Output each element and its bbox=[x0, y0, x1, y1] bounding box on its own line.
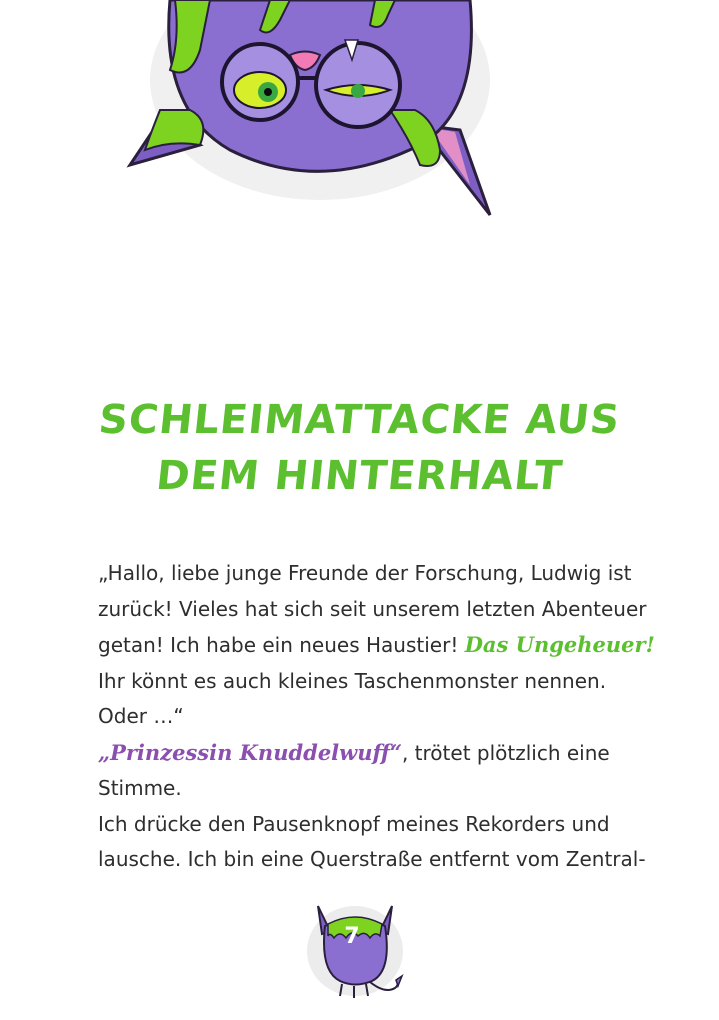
text-line: Oder …“ bbox=[98, 704, 184, 728]
story-text bbox=[98, 556, 655, 878]
chapter-title-line-1: SCHLEIMATTACKE AUS bbox=[96, 397, 623, 443]
page-number: 7 bbox=[344, 924, 360, 949]
text-line bbox=[98, 735, 638, 772]
text-line bbox=[98, 627, 655, 664]
text-line: lausche. Ich bin eine Querstraße entfernt vom Zentral- bbox=[98, 847, 646, 871]
monster-illustration bbox=[120, 0, 510, 220]
text-segment: getan! Ich habe ein neues Haustier! bbox=[98, 633, 459, 657]
page-number-monster-icon bbox=[300, 896, 410, 1006]
text-line: Ich drücke den Pausenknopf meines Rekorders und bbox=[98, 811, 610, 836]
chapter-title-line-2: DEM HINTERHALT bbox=[154, 453, 565, 499]
text-line: Ihr könnt es auch kleines Taschenmonster nennen. bbox=[98, 668, 607, 693]
highlight-prinzessin: „Prinzessin Knuddelwuff“ bbox=[98, 739, 402, 765]
text-line: „Hallo, liebe junge Freunde der Forschung, Ludwig ist bbox=[98, 561, 632, 585]
highlight-das-ungeheuer: Das Ungeheuer! bbox=[464, 632, 655, 657]
text-segment: , trötet plötzlich eine bbox=[401, 740, 610, 765]
text-line: zurück! Vieles hat sich seit unserem letzten Abenteuer bbox=[98, 596, 647, 621]
text-line: Stimme. bbox=[98, 776, 182, 800]
